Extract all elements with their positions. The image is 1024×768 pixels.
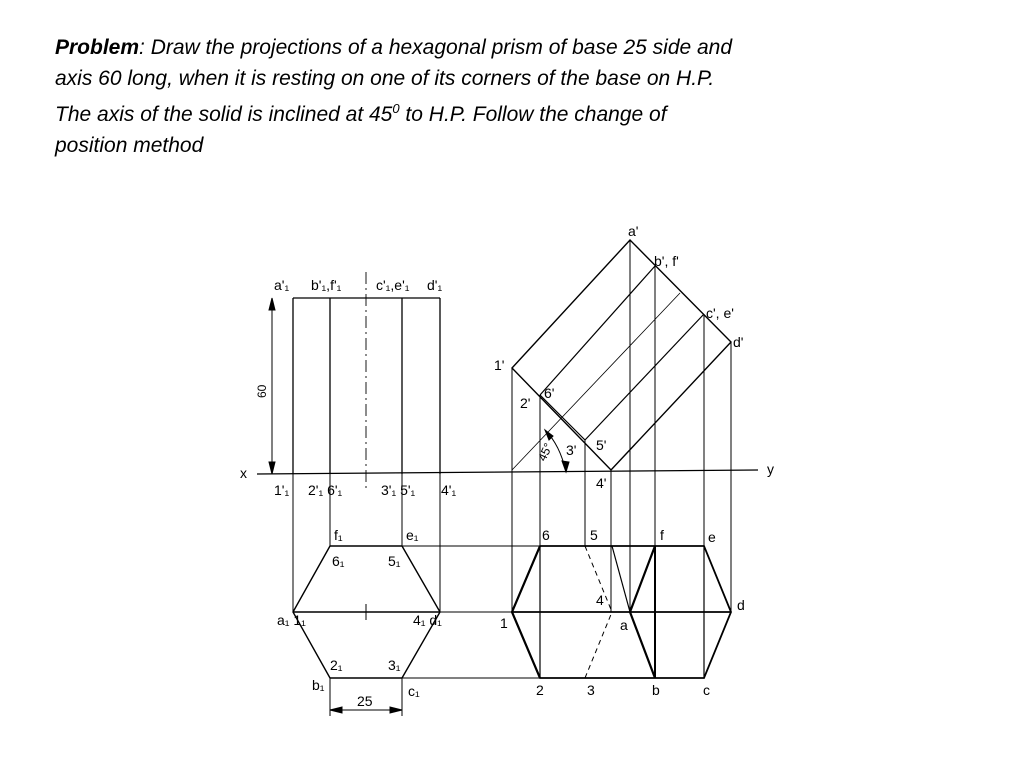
label-d1-prime: d'₁ xyxy=(427,277,443,293)
label-angle-45: 45° xyxy=(535,440,556,464)
label-4-prime: 4' xyxy=(596,475,607,491)
label-c1e1-prime: c'₁,e'₁ xyxy=(376,277,410,293)
label-c: c xyxy=(703,682,710,698)
problem-heading: Problem xyxy=(55,36,140,59)
right-projectors xyxy=(512,240,731,612)
problem-line-1-text: : Draw the projections of a hexagonal prism of base 25 side and xyxy=(139,36,733,59)
label-dim-25: 25 xyxy=(357,693,373,709)
label-1-prime: 1' xyxy=(494,357,505,373)
label-a: a xyxy=(620,617,628,633)
tilted-front-view xyxy=(512,240,731,470)
problem-line-2: axis 60 long, when it is resting on one of its corners of the base on H.P. xyxy=(55,66,715,90)
label-c1: c₁ xyxy=(408,683,420,699)
label-6: 6 xyxy=(542,527,550,543)
label-4: 4 xyxy=(596,592,604,608)
label-a1-prime: a'₁ xyxy=(274,277,290,293)
label-41-prime: 4'₁ xyxy=(441,482,457,498)
xy-reference-line xyxy=(257,470,758,474)
label-5-prime: 5' xyxy=(596,437,607,453)
label-5-1: 5₁ xyxy=(388,553,401,569)
problem-line-4: position method xyxy=(55,133,204,157)
label-x: x xyxy=(240,465,247,481)
label-b1f1-prime: b'₁,f'₁ xyxy=(311,277,342,293)
problem-line-3-text: The axis of the solid is inclined at 45 xyxy=(55,103,393,126)
label-3: 3 xyxy=(587,682,595,698)
problem-line-3-end: to H.P. Follow the change of xyxy=(399,103,667,126)
label-21-61-prime: 2'₁ 6'₁ xyxy=(308,482,343,498)
label-1-1-prime: 1'₁ xyxy=(274,482,290,498)
label-d: d xyxy=(737,597,745,613)
label-31-51-prime: 3'₁ 5'₁ xyxy=(381,482,416,498)
label-ce-prime: c', e' xyxy=(706,305,734,321)
label-e1: e₁ xyxy=(406,527,419,543)
label-2: 2 xyxy=(536,682,544,698)
label-b1: b₁ xyxy=(312,677,325,693)
label-bf-prime: b', f' xyxy=(654,253,679,269)
label-2-1: 2₁ xyxy=(330,657,343,673)
label-5: 5 xyxy=(590,527,598,543)
label-y: y xyxy=(767,461,774,477)
label-2-prime: 2' xyxy=(520,395,531,411)
label-3-prime: 3' xyxy=(566,442,577,458)
dimension-60 xyxy=(269,298,275,474)
label-6-prime: 6' xyxy=(544,385,555,401)
label-e: e xyxy=(708,529,716,545)
label-d-prime: d' xyxy=(733,334,744,350)
final-top-view xyxy=(512,546,731,678)
label-a-prime: a' xyxy=(628,223,639,239)
label-1: 1 xyxy=(500,615,508,631)
label-dim-60: 60 xyxy=(255,384,269,398)
label-f1: f₁ xyxy=(334,527,343,543)
label-a1-11: a₁ 1₁ xyxy=(277,612,306,628)
label-b: b xyxy=(652,682,660,698)
label-f: f xyxy=(660,527,664,543)
label-6-1: 6₁ xyxy=(332,553,345,569)
label-3-1: 3₁ xyxy=(388,657,401,673)
label-41-d1: 4₁ d₁ xyxy=(413,612,442,628)
initial-front-view xyxy=(293,272,443,490)
drawing-labels xyxy=(240,223,774,709)
degree-superscript: 0 xyxy=(392,101,400,116)
